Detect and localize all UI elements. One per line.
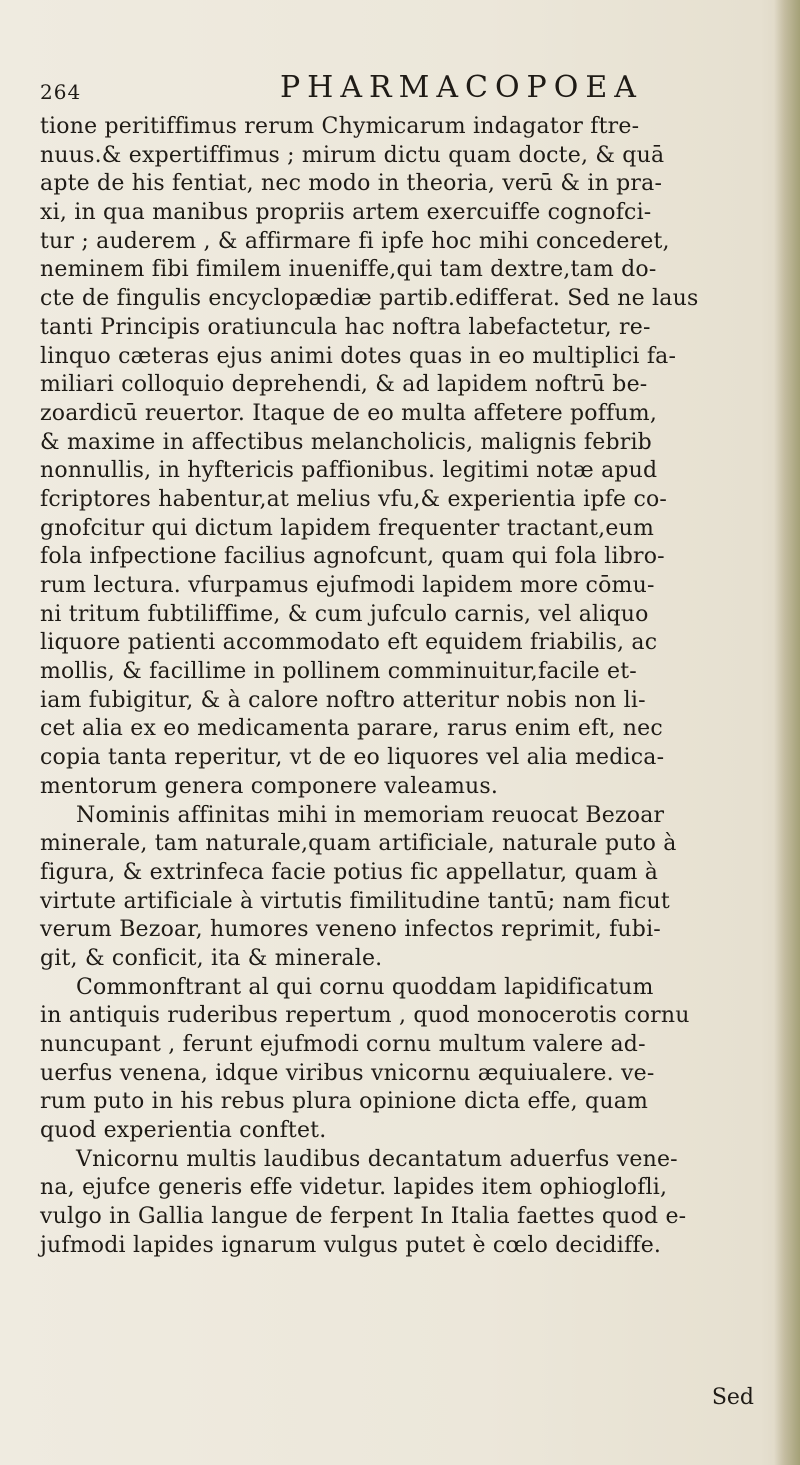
text-line: verum Bezoar, humores veneno infectos reprimit, fubi- [40, 917, 661, 943]
text-line: gnofcitur qui dictum lapidem frequenter tractant,eum [40, 515, 655, 541]
text-line: tione peritiffimus rerum Chymicarum indagator ftre- [40, 114, 640, 139]
text-line: vulgo in Gallia langue de ferpent In Italia faettes quod e- [40, 1204, 687, 1230]
text-line: miliari colloquio deprehendi, & ad lapidem noftrū be- [40, 372, 648, 398]
text-line: rum puto in his rebus plura opinione dicta effe, quam [40, 1089, 649, 1115]
text-line: git, & conficit, ita & minerale. [40, 945, 383, 971]
text-line: copia tanta reperitur, vt de eo liquores vel alia medica- [40, 745, 665, 771]
text-line: na, ejufce generis effe videtur. lapides item ophioglofli, [40, 1175, 668, 1201]
text-line: virtute artificiale à virtutis fimilitudine tantū; nam ficut [40, 888, 670, 914]
body-text [40, 113, 770, 1261]
text-line: tur ; auderem , & affirmare fi ipfe hoc mihi concederet, [40, 228, 670, 254]
text-line: cte de fingulis encyclopædiæ partib.edifferat. Sed ne laus [40, 286, 699, 312]
text-line: figura, & extrinfeca facie potius fic appellatur, quam à [40, 859, 659, 885]
text-line: cet alia ex eo medicamenta parare, rarus enim eft, nec [40, 716, 663, 742]
text-line: mentorum genera componere valeamus. [40, 773, 499, 799]
text-line: minerale, tam naturale,quam artificiale, naturale puto à [40, 831, 677, 857]
text-line: jufmodi lapides ignarum vulgus putet è cœlo decidiffe. [40, 1232, 662, 1258]
text-line: fcriptores habentur,at melius vfu,& experientia ipfe co- [40, 486, 668, 512]
text-line: & maxime in affectibus melancholicis, malignis febrib [40, 429, 652, 455]
text-line: linquo cæteras ejus animi dotes quas in eo multiplici fa- [40, 343, 677, 369]
text-line: ni tritum fubtiliffime, & cum jufculo carnis, vel aliquo [40, 601, 649, 627]
text-line: neminem fibi fimilem inueniffe,qui tam dextre,tam do- [40, 257, 657, 283]
text-line: mollis, & facillime in pollinem comminuitur,facile et- [40, 659, 637, 685]
text-line: tanti Principis oratiuncula hac noftra labefactetur, re- [40, 314, 651, 340]
page-edge-shadow [774, 0, 800, 1465]
paragraph-start-line: Vnicornu multis laudibus decantatum aduerfus vene- [76, 1146, 678, 1172]
text-line: uerfus venena, idque viribus vnicornu æquiualere. ve- [40, 1060, 655, 1086]
text-line: nuus.& expertiffimus ; mirum dictu quam docte, & quā [40, 142, 665, 168]
paragraph-start-line: Commonftrant al qui cornu quoddam lapidificatum [76, 974, 654, 1000]
text-line: nuncupant , ferunt ejufmodi cornu multum valere ad- [40, 1032, 646, 1057]
text-line: rum lectura. vfurpamus ejufmodi lapidem more cōmu- [40, 573, 655, 598]
text-line: zoardicū reuertor. Itaque de eo multa affetere poffum, [40, 400, 658, 426]
text-line: iam fubigitur, & à calore noftro atteritur nobis non li- [40, 687, 646, 713]
text-line: xi, in qua manibus propriis artem exercuiffe cognofci- [40, 200, 652, 226]
page-header [40, 70, 760, 110]
paragraph-start-line: Nominis affinitas mihi in memoriam reuocat Bezoar [76, 802, 665, 828]
running-head: PHARMACOPOEA [280, 70, 643, 105]
text-line: nonnullis, in hyftericis paffionibus. legitimi notæ apud [40, 458, 658, 484]
text-line: fola infpectione facilius agnofcunt, quam qui fola libro- [40, 544, 665, 570]
text-line: in antiquis ruderibus repertum , quod monocerotis cornu [40, 1003, 690, 1029]
text-line: quod experientia conftet. [40, 1118, 327, 1144]
catchword: Sed [711, 1385, 754, 1410]
page-number: 264 [40, 80, 82, 104]
text-line: apte de his fentiat, nec modo in theoria, verū & in pra- [40, 171, 663, 197]
text-line: liquore patienti accommodato eft equidem friabilis, ac [40, 630, 658, 656]
